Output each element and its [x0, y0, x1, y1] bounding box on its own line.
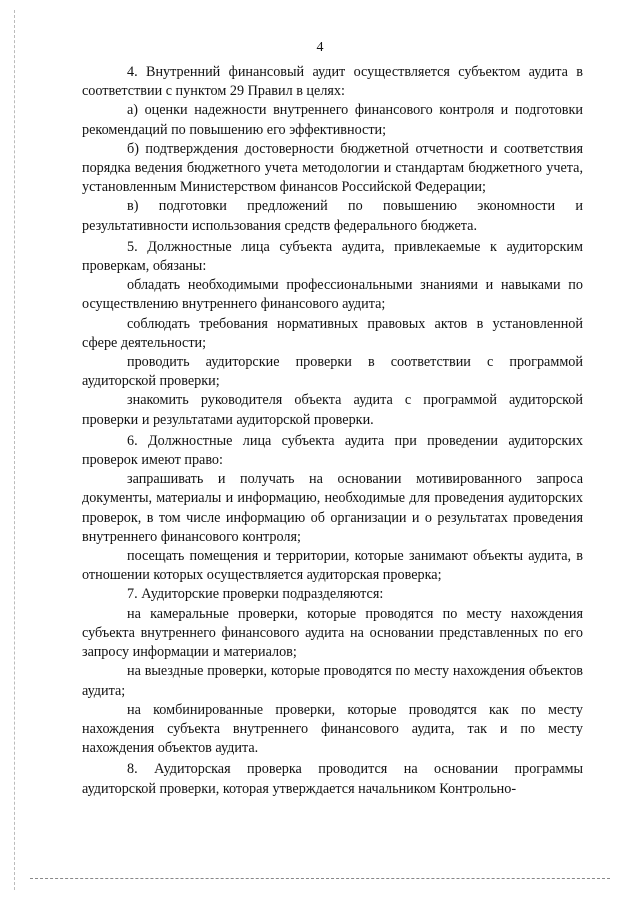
page-number: 4 [316, 40, 324, 55]
paragraph-5-item-4: знакомить руководителя объекта аудита с программой аудиторской проверки и результатами аудиторской проверки. [82, 392, 583, 428]
paragraph-4c: в) подготовки предложений по повышению экономности и результативности использования средств федерального бюджета. [82, 198, 583, 234]
paragraph-4a: а) оценки надежности внутреннего финансового контроля и подготовки рекомендаций по повышению его эффективности; [82, 102, 583, 138]
paragraph-5-item-2: соблюдать требования нормативных правовых актов в установленной сфере деятельности; [82, 315, 583, 351]
paragraph-5-intro: 5. Должностные лица субъекта аудита, привлекаемые к аудиторским проверкам, обязаны: [82, 238, 583, 275]
paragraph-4b: б) подтверждения достоверности бюджетной отчетности и соответствия порядка ведения бюджетного учета методологии и стандартам бюджетного учета, установленным Министерством финансов Российской Федерации; [82, 140, 583, 196]
paragraph-7-item-1: на камеральные проверки, которые проводятся по месту нахождения субъекта внутреннего финансового аудита на основании представленных по его запросу информации и материалов; [82, 605, 583, 661]
document-body [82, 63, 583, 799]
paragraph-6-intro: 6. Должностные лица субъекта аудита при проведении аудиторских проверок имеют право: [82, 432, 583, 469]
paragraph-7-intro: 7. Аудиторские проверки подразделяются: [127, 586, 384, 603]
bottom-scan-line [30, 878, 610, 879]
paragraph-8: 8. Аудиторская проверка проводится на основании программы аудиторской проверки, которая утверждается начальником Контрольно- [82, 761, 583, 797]
paragraph-7-item-3: на комбинированные проверки, которые проводятся как по месту нахождения субъекта внутреннего финансового аудита, так и по месту нахождения объектов аудита. [82, 701, 583, 757]
paragraph-7-item-2: на выездные проверки, которые проводятся по месту нахождения объектов аудита; [82, 663, 583, 699]
paragraph-4-intro: 4. Внутренний финансовый аудит осуществляется субъектом аудита в соответствии с пунктом 29 Правил в целях: [82, 64, 583, 100]
paragraph-5-item-1: обладать необходимыми профессиональными знаниями и навыками по осуществлению внутреннего финансового аудита; [82, 277, 583, 313]
paragraph-6-item-2: посещать помещения и территории, которые занимают объекты аудита, в отношении которых осуществляется аудиторская проверка; [82, 548, 583, 584]
left-margin-line [14, 10, 15, 890]
paragraph-5-item-3: проводить аудиторские проверки в соответствии с программой аудиторской проверки; [82, 354, 583, 390]
paragraph-6-item-1: запрашивать и получать на основании мотивированного запроса документы, материалы и информацию, необходимые для проведения аудиторских проверок, в том числе информацию об организации и о результатах проведения внутреннего финансового контроля; [82, 471, 583, 545]
